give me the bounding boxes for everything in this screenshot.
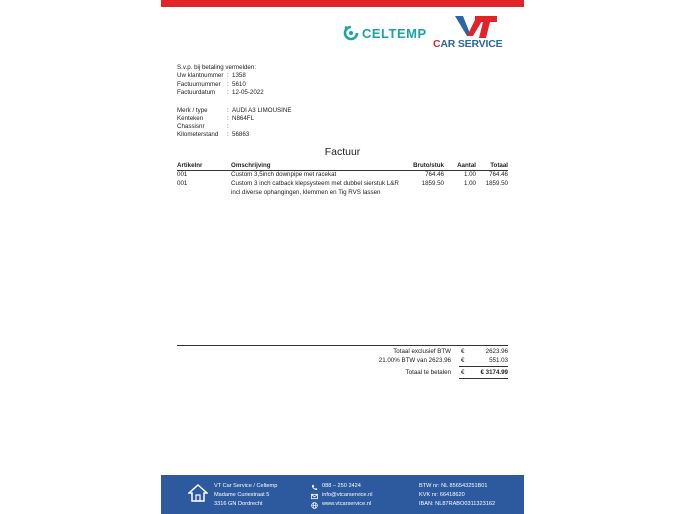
vat-value: 551.03 — [489, 357, 508, 364]
email-icon — [311, 493, 318, 500]
article-cell: 001 — [177, 171, 188, 178]
currency-sign: € — [461, 369, 465, 376]
totals-divider — [177, 345, 508, 346]
footer-company: VT Car Service / Celtemp — [214, 483, 278, 489]
column-header-total: Totaal — [490, 162, 508, 169]
price-cell: 764.46 — [425, 171, 444, 178]
grand-total-value: € 3174.99 — [480, 369, 508, 376]
field-label: Kenteken — [177, 115, 204, 122]
price-cell: 1859.50 — [421, 180, 444, 187]
payment-note: S.v.p. bij betaling vermelden: — [177, 64, 256, 71]
total-divider-top — [459, 366, 508, 367]
field-label: Chassisnr — [177, 123, 205, 130]
field-label: Kilometerstand — [177, 131, 219, 138]
invoice-title: Factuur — [324, 146, 361, 158]
column-header-article: Artikelnr — [177, 162, 203, 169]
article-cell: 001 — [177, 180, 188, 187]
field-label: Factuurdatum — [177, 89, 216, 96]
license-plate-row: Kenteken : N864FL — [177, 115, 255, 122]
subtotal-label: Totaal exclusief BTW — [393, 348, 451, 355]
mileage-row: Kilometerstand : 56863 — [177, 131, 250, 138]
celtemp-logo — [343, 23, 427, 43]
field-label: Merk / type — [177, 107, 208, 114]
vat-label: 21.00% BTW van 2623.96 — [378, 357, 451, 364]
vt-car-service-logo — [433, 14, 517, 52]
field-value: 56863 — [232, 131, 250, 138]
footer-btw: BTW nr: NL 856543251B01 — [419, 483, 488, 489]
car-service-logo-text: CAR SERVICE — [433, 38, 503, 50]
chassis-number-row: Chassisnr : — [177, 123, 229, 130]
field-value: 12-05-2022 — [232, 89, 264, 96]
footer-email[interactable]: info@vtcarservice.nl — [322, 492, 373, 498]
celtemp-logo-text: CELTEMP — [362, 25, 427, 41]
field-value: 5610 — [232, 81, 246, 88]
invoice-date-row: Factuurdatum : 12-05-2022 — [177, 89, 264, 96]
footer-street: Madame Curiestraat 5 — [214, 492, 270, 498]
phone-icon — [311, 484, 318, 491]
total-cell: 764.46 — [489, 171, 508, 178]
field-label: Factuurnummer — [177, 81, 221, 88]
customer-number-row: Uw klantnummer : 1358 — [177, 72, 246, 79]
column-header-description: Omschrijving — [231, 162, 271, 169]
currency-sign: € — [461, 357, 465, 364]
qty-cell: 1.00 — [463, 180, 476, 187]
total-cell: 1859.50 — [485, 180, 508, 187]
field-value: N864FL — [232, 115, 255, 122]
footer-phone: 088 – 250 2424 — [322, 483, 361, 489]
field-value: 1358 — [232, 72, 246, 79]
make-type-row: Merk / type : AUDI A3 LIMOUSINE — [177, 107, 292, 114]
globe-icon — [311, 502, 318, 509]
home-icon — [188, 483, 208, 503]
footer-city: 3316 GN Dordrecht — [214, 501, 263, 507]
currency-sign: € — [461, 348, 465, 355]
footer-website[interactable]: www.vtcarservice.nl — [322, 501, 372, 507]
description-cell: Custom 3 inch catback klepsysteem met dubbel sierstuk L&R — [231, 180, 399, 187]
invoice-page — [161, 0, 524, 514]
column-header-price: Bruto/stuk — [413, 162, 444, 169]
footer-iban: IBAN: NL87RABO0311323162 — [419, 501, 496, 507]
invoice-number-row: Factuurnummer : 5610 — [177, 81, 246, 88]
qty-cell: 1.00 — [463, 171, 476, 178]
column-header-qty: Aantal — [457, 162, 476, 169]
field-label: Uw klantnummer — [177, 72, 224, 79]
field-value: AUDI A3 LIMOUSINE — [232, 107, 292, 114]
subtotal-value: 2623.96 — [485, 348, 508, 355]
grand-total-label: Totaal te betalen — [405, 369, 451, 376]
vt-logo-mark — [433, 14, 517, 40]
top-red-bar — [161, 0, 524, 7]
footer — [161, 475, 524, 514]
total-divider-bottom — [459, 378, 508, 379]
celtemp-swirl-icon — [343, 25, 359, 41]
footer-kvk: KVK nr: 66418620 — [419, 492, 465, 498]
description-cell: Custom 3,5inch downpipe met racekat — [231, 171, 337, 178]
description-cell-line2: incl diverse ophangingen, klemmen en Tig RVS lassen — [231, 189, 381, 196]
